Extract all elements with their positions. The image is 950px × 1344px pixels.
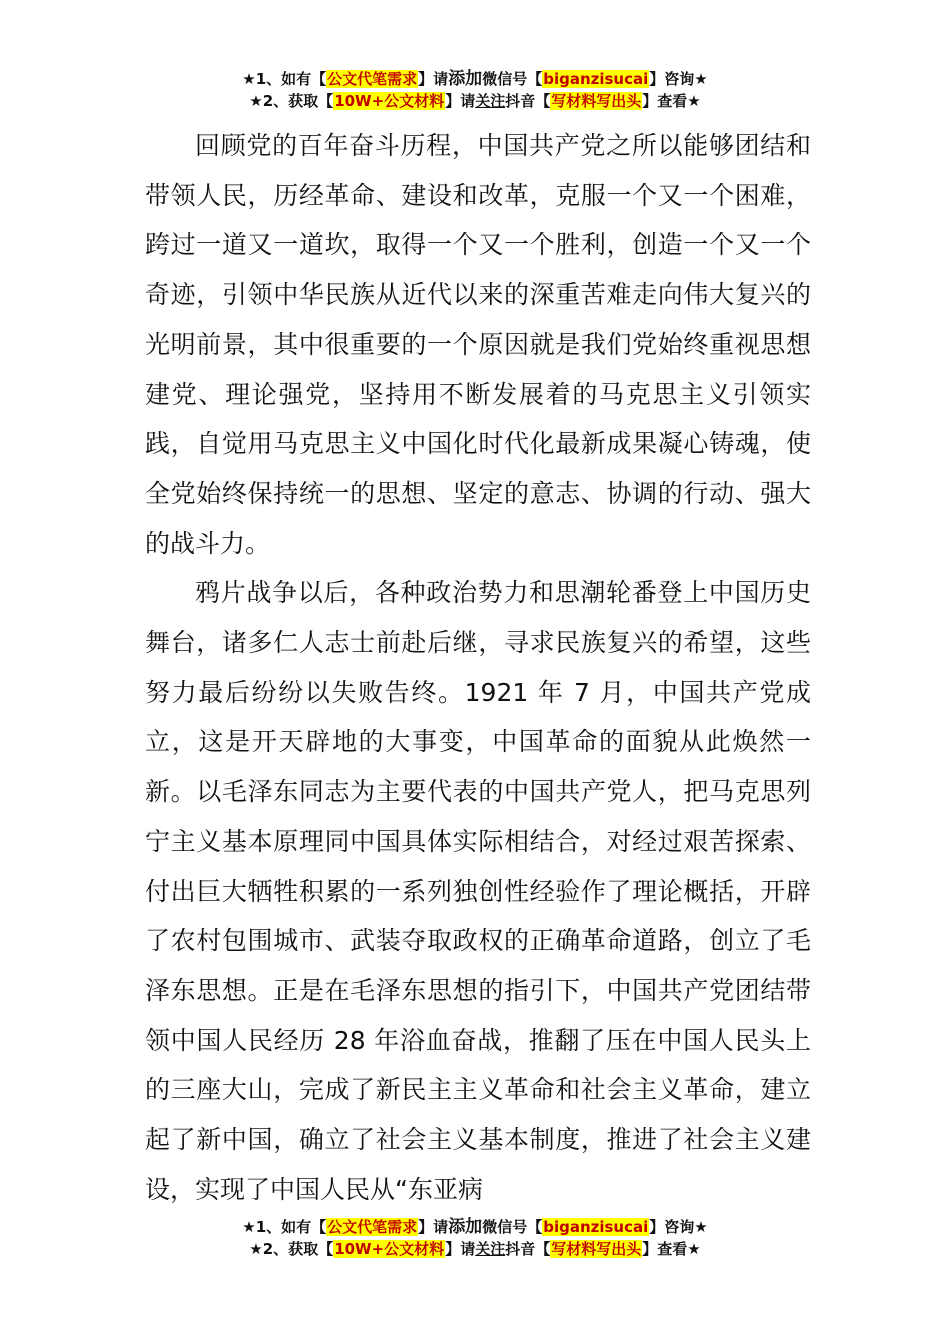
banner-emphasis: 添加 — [448, 1217, 483, 1237]
footer-banner-line-1 — [0, 1216, 950, 1238]
body-paragraph: 鸦片战争以后，各种政治势力和思潮轮番登上中国历史舞台，诸多仁人志士前赴后继，寻求民族复兴的希望，这些努力最后纷纷以失败告终。1921 年 7 月，中国共产党成立，这是开天辟地的大事变，中国革命的面貌从此焕然一新。以毛泽东同志为主要代表的中国共产党人，把马克思列宁主义基本原理同中国具体实际相结合，对经过艰苦探索、付出巨大牺牲积累的一系列独创性经验作了理论概括，开辟了农村包围城市、武装夺取政权的正确革命道路，创立了毛泽东思想。正是在毛泽东思想的指引下，中国共产党团结带领中国人民经历 28 年浴血奋战，推翻了压在中国人民头上的三座大山，完成了新民主主义革命和社会主义革命，建立起了新中国，确立了社会主义基本制度，推进了社会主义建设，实现了中国人民从“东亚病 — [145, 578, 811, 1204]
banner-emphasis: 添加 — [448, 69, 483, 89]
banner-text: 】请 — [445, 1240, 476, 1258]
banner-text: 】查看★ — [642, 1240, 701, 1258]
banner-text: 】咨询★ — [649, 1218, 708, 1236]
banner-text: ★1、如有【 — [242, 1218, 327, 1236]
banner-text: 】请 — [445, 92, 476, 110]
banner-text: 】请 — [418, 70, 449, 88]
banner-emphasis: 关注 — [475, 92, 506, 110]
banner-text: 】咨询★ — [649, 70, 708, 88]
banner-text: 微信号【 — [482, 1218, 543, 1236]
banner-text: 】请 — [418, 1218, 449, 1236]
footer-banner — [0, 1216, 950, 1260]
banner-text: 抖音【 — [505, 1240, 551, 1258]
douyin-account-highlight: 写材料写出头 — [551, 92, 642, 110]
wechat-id-highlight: biganzisucai — [543, 1218, 649, 1236]
ghostwriting-service-highlight: 公文代笔需求 — [327, 1218, 418, 1236]
banner-text: ★1、如有【 — [242, 70, 327, 88]
header-banner-line-2 — [0, 90, 950, 112]
header-banner — [0, 68, 950, 112]
banner-text: 微信号【 — [482, 70, 543, 88]
footer-banner-line-2 — [0, 1238, 950, 1260]
document-body — [145, 121, 811, 1214]
banner-text: ★2、获取【 — [249, 1240, 334, 1258]
materials-highlight: 10W+公文材料 — [334, 92, 445, 110]
douyin-account-highlight: 写材料写出头 — [551, 1240, 642, 1258]
banner-text: 抖音【 — [505, 92, 551, 110]
header-banner-line-1 — [0, 68, 950, 90]
materials-highlight: 10W+公文材料 — [334, 1240, 445, 1258]
banner-text: ★2、获取【 — [249, 92, 334, 110]
ghostwriting-service-highlight: 公文代笔需求 — [327, 70, 418, 88]
banner-emphasis: 关注 — [475, 1240, 506, 1258]
banner-text: 】查看★ — [642, 92, 701, 110]
body-paragraph: 回顾党的百年奋斗历程，中国共产党之所以能够团结和带领人民，历经革命、建设和改革，克服一个又一个困难，跨过一道又一道坎，取得一个又一个胜利，创造一个又一个奇迹，引领中华民族从近代以来的深重苦难走向伟大复兴的光明前景，其中很重要的一个原因就是我们党始终重视思想建党、理论强党，坚持用不断发展着的马克思主义引领实践，自觉用马克思主义中国化时代化最新成果凝心铸魂，使全党始终保持统一的思想、坚定的意志、协调的行动、强大的战斗力。 — [145, 131, 811, 558]
wechat-id-highlight: biganzisucai — [543, 70, 649, 88]
